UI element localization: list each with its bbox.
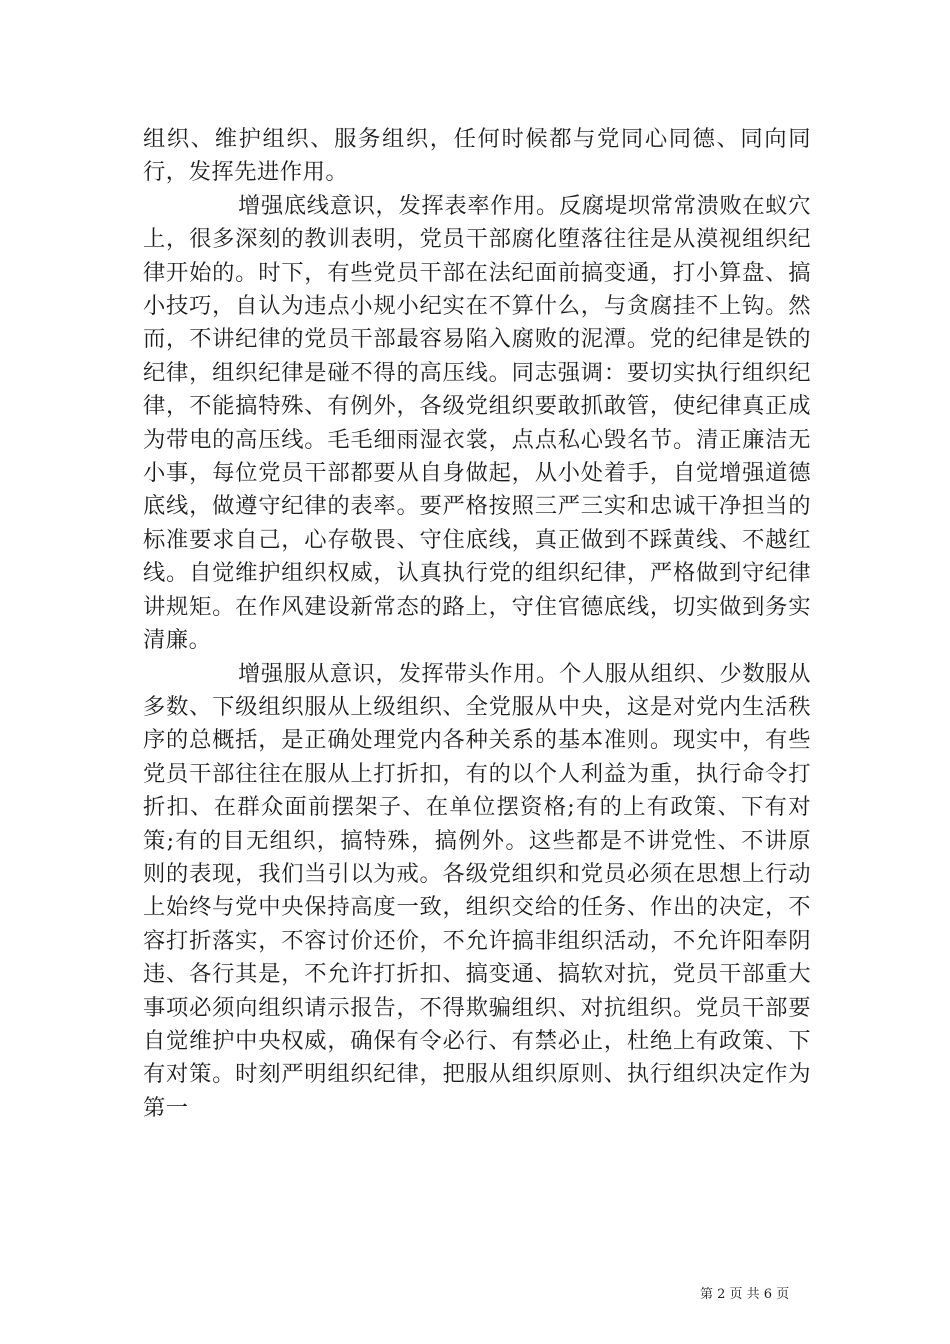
paragraph-bottom-line-awareness: 增强底线意识，发挥表率作用。反腐堤坝常常溃败在蚁穴上，很多深刻的教训表明，党员干部腐化堕落往往是从漠视组织纪律开始的。时下，有些党员干部在法纪面前搞变通，打小算盘、搞小技巧，自认为违点小规小纪实在不算什么，与贪腐挂不上钩。然而，不讲纪律的党员干部最容易陷入腐败的泥潭。党的纪律是铁的纪律，组织纪律是碰不得的高压线。同志强调：要切实执行组织纪律，不能搞特殊、有例外，各级党组织要敢抓敢管，使纪律真正成为带电的高压线。毛毛细雨湿衣裳，点点私心毁名节。清正廉洁无小事，每位党员干部都要从自身做起，从小处着手，自觉增强道德底线，做遵守纪律的表率。要严格按照三严三实和忠诚干净担当的标准要求自己，心存敬畏、守住底线，真正做到不踩黄线、不越红线。自觉维护组织权威，认真执行党的组织纪律，严格做到守纪律讲规矩。在作风建设新常态的路上，守住官德底线，切实做到务实清廉。	[143, 192, 811, 654]
document-body	[143, 123, 811, 1125]
paragraph-obedience-awareness: 增强服从意识，发挥带头作用。个人服从组织、少数服从多数、下级组织服从上级组织、全党服从中央，这是对党内生活秩序的总概括，是正确处理党内各种关系的基本准则。现实中，有些党员干部往往在服从上打折扣，有的以个人利益为重，执行命令打折扣、在群众面前摆架子、在单位摆资格;有的上有政策、下有对策;有的目无组织，搞特殊，搞例外。这些都是不讲党性、不讲原则的表现，我们当引以为戒。各级党组织和党员必须在思想上行动上始终与党中央保持高度一致，组织交给的任务、作出的决定，不容打折落实，不容讨价还价，不允许搞非组织活动，不允许阳奉阴违、各行其是，不允许打折扣、搞变通、搞软对抗，党员干部重大事项必须向组织请示报告，不得欺骗组织、对抗组织。党员干部要自觉维护中央权威，确保有令必行、有禁必止，杜绝上有政策、下有对策。时刻严明组织纪律，把服从组织原则、执行组织决定作为第一	[143, 660, 811, 1121]
page-number: 第 2 页 共 6 页	[700, 1287, 790, 1302]
paragraph-continuation: 组织、维护组织、服务组织，任何时候都与党同心同德、同向同行，发挥先进作用。	[143, 126, 811, 186]
